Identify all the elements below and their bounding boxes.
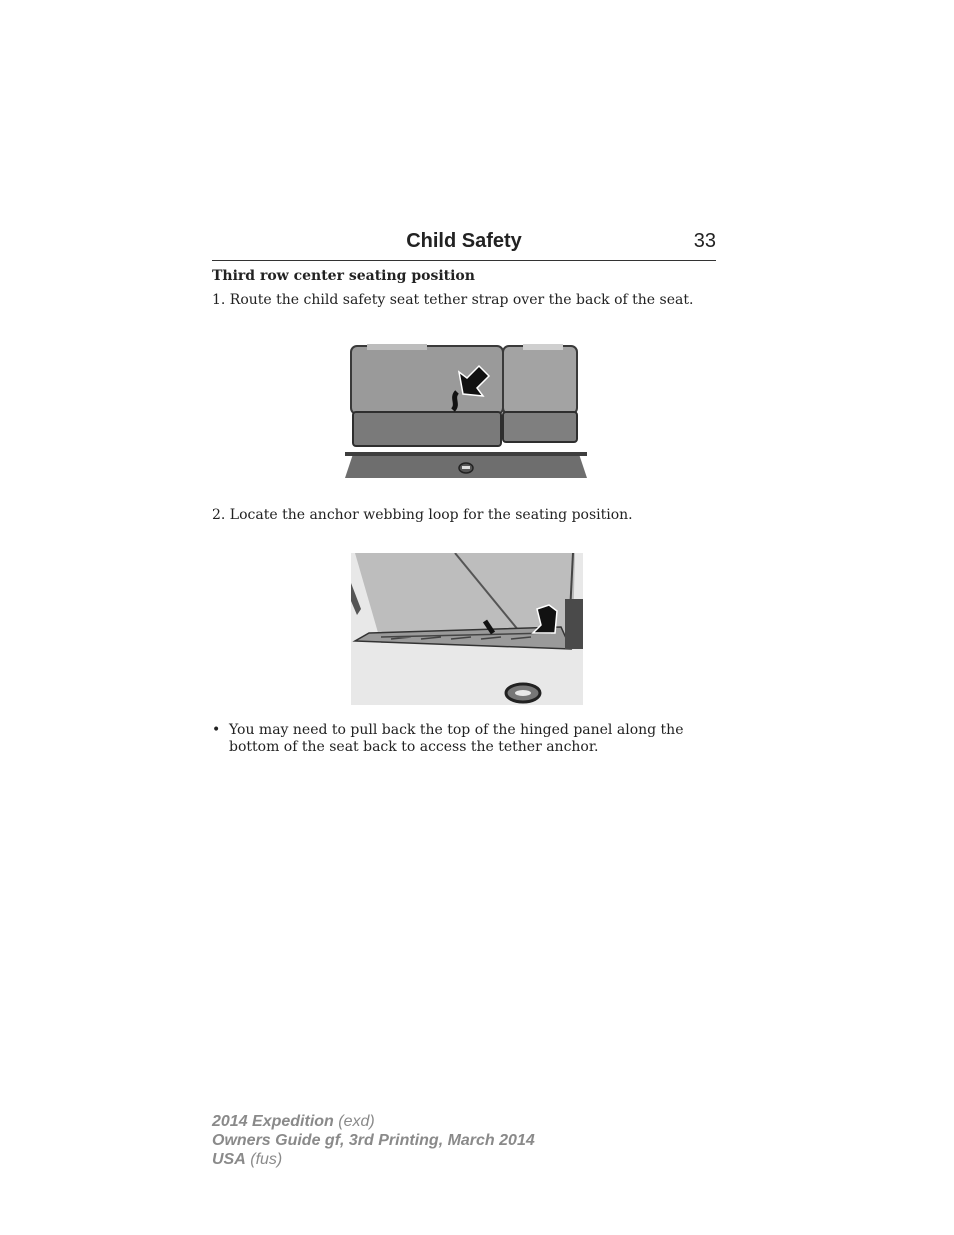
step-2-text: 2. Locate the anchor webbing loop for the seating position. (212, 507, 633, 523)
step-1-text: 1. Route the child safety seat tether strap over the back of the seat. (212, 292, 694, 308)
bullet-item (212, 722, 692, 756)
footer-guide: Owners Guide gf, 3rd Printing, March 2014 (212, 1132, 535, 1149)
page-number: 33 (693, 230, 716, 252)
page-footer (212, 1112, 535, 1169)
bullet-text: You may need to pull back the top of the hinged panel along the bottom of the seat back to access the tether anchor. (229, 722, 684, 755)
footer-model: 2014 Expedition (212, 1113, 334, 1130)
footer-model-code: (exd) (338, 1113, 375, 1130)
page-header (212, 226, 716, 261)
footer-market-code: (fus) (250, 1151, 283, 1168)
section-heading: Third row center seating position (212, 268, 475, 284)
section-title: Child Safety (406, 230, 522, 252)
footer-line-2 (212, 1131, 535, 1150)
seat-back-tether-illustration (345, 342, 587, 478)
anchor-webbing-loop-illustration (351, 553, 583, 705)
footer-market: USA (212, 1151, 246, 1168)
bullet-dot: • (212, 722, 221, 738)
footer-line-1 (212, 1112, 535, 1131)
footer-line-3 (212, 1150, 535, 1169)
